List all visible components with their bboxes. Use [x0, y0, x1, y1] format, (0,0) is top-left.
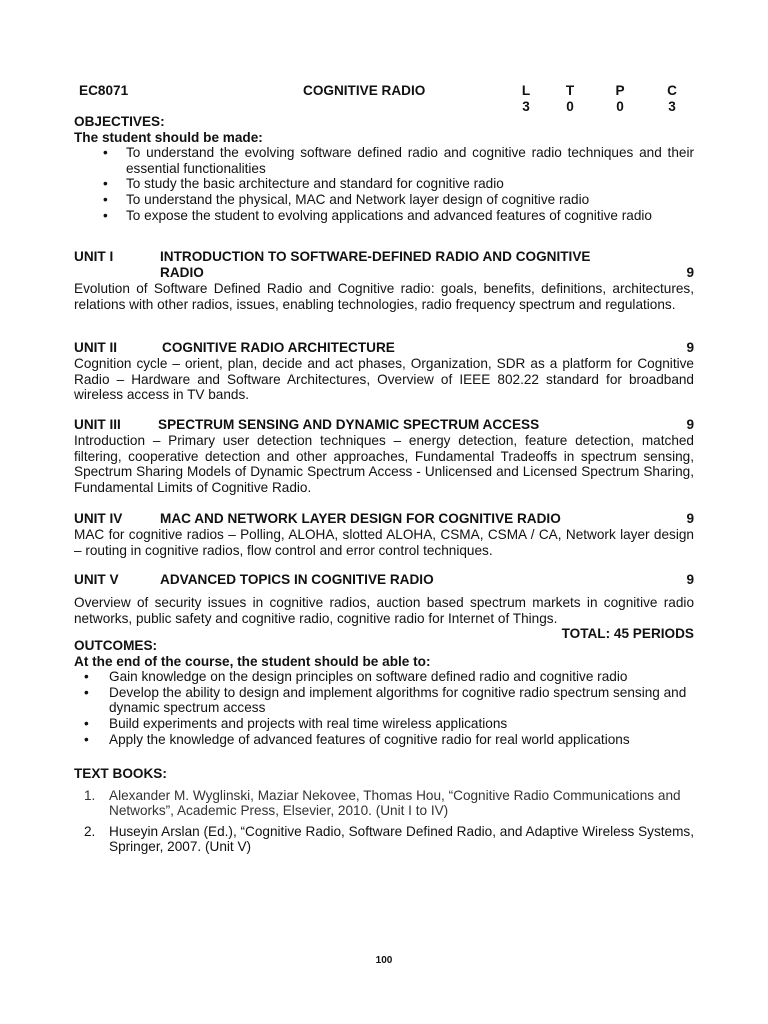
list-item	[74, 176, 694, 192]
unit-body: Introduction – Primary user detection techniques – energy detection, feature detection, matched filtering, cooperative detection and other approaches, Fundamental Tradeoffs in spectrum sensing, Spectrum Sharing Models of Dynamic Spectrum Access - Unlicensed and Licensed Spectrum Sharing, Fundamental Limits of Cognitive Radio.	[74, 433, 694, 495]
list-item	[74, 685, 694, 716]
unit-body: MAC for cognitive radios – Polling, ALOHA, slotted ALOHA, CSMA, CSMA / CA, Network layer design – routing in cognitive radios, flow control and error control techniques.	[74, 527, 694, 558]
textbook-text: Huseyin Arslan (Ed.), “Cognitive Radio, Software Defined Radio, and Adaptive Wireless Systems, Springer, 2007. (Unit V)	[109, 823, 694, 855]
objective-text: To understand the evolving software defined radio and cognitive radio techniques and their essential functionalities	[126, 145, 694, 176]
unit-heading-cont	[74, 265, 694, 281]
textbooks-list	[74, 788, 694, 855]
unit-number: UNIT III	[74, 417, 121, 432]
ltpc-value: 0	[566, 99, 574, 114]
unit-heading	[74, 572, 694, 588]
objectives-intro: The student should be made:	[74, 129, 263, 145]
textbooks-heading: TEXT BOOKS:	[74, 766, 167, 781]
unit-1	[74, 249, 694, 312]
total-periods: TOTAL: 45 PERIODS	[561, 626, 694, 642]
ltpc-label: L	[521, 83, 531, 98]
textbooks-section	[74, 766, 694, 860]
bullet-icon: •	[84, 715, 89, 731]
unit-title-cont: RADIO	[160, 265, 204, 280]
outcome-text: Apply the knowledge of advanced features of cognitive radio for real world applications	[109, 731, 630, 747]
unit-number: UNIT I	[74, 249, 114, 264]
ltpc-value: 3	[668, 99, 676, 114]
objective-text: To expose the student to evolving applications and advanced features of cognitive radio	[126, 207, 652, 223]
list-item	[74, 732, 694, 748]
unit-5	[74, 572, 694, 642]
bullet-icon: •	[84, 684, 89, 700]
ltpc-p	[613, 83, 627, 115]
unit-title: INTRODUCTION TO SOFTWARE-DEFINED RADIO AND COGNITIVE	[160, 249, 591, 264]
ltpc-l	[519, 83, 533, 115]
unit-body: Overview of security issues in cognitive radios, auction based spectrum markets in cognitive radio networks, public safety and cognitive radio, cognitive radio for Internet of Things.	[74, 595, 694, 626]
bullet-icon: •	[84, 731, 89, 747]
unit-body: Evolution of Software Defined Radio and Cognitive radio: goals, benefits, definitions, architectures, relations with other radios, issues, enabling technologies, radio frequency spectrum and regulations.	[74, 281, 694, 312]
unit-hours: 9	[686, 265, 694, 280]
list-item	[74, 669, 694, 685]
unit-title: SPECTRUM SENSING AND DYNAMIC SPECTRUM ACCESS	[158, 417, 540, 432]
item-number: 2.	[84, 823, 96, 839]
unit-number: UNIT V	[74, 572, 119, 587]
objectives-section	[74, 114, 694, 223]
unit-number: UNIT IV	[74, 511, 123, 526]
unit-heading	[74, 249, 694, 265]
unit-number: UNIT II	[74, 340, 118, 355]
unit-hours: 9	[686, 572, 694, 587]
unit-hours: 9	[686, 417, 694, 432]
outcome-text: Develop the ability to design and implement algorithms for cognitive radio spectrum sensing and dynamic spectrum access	[109, 684, 687, 716]
unit-title: COGNITIVE RADIO ARCHITECTURE	[162, 340, 395, 355]
item-number: 1.	[84, 787, 96, 803]
list-item	[74, 824, 694, 855]
outcomes-section	[74, 638, 694, 747]
unit-hours: 9	[686, 340, 694, 355]
ltpc-c	[665, 83, 679, 115]
outcome-text: Build experiments and projects with real time wireless applications	[109, 715, 508, 731]
textbook-text: Alexander M. Wyglinski, Maziar Nekovee, Thomas Hou, “Cognitive Radio Communications and Networks”, Academic Press, Elsevier, 2010. (Unit I to IV)	[109, 787, 681, 819]
page-number: 100	[375, 955, 393, 966]
objective-text: To study the basic architecture and standard for cognitive radio	[126, 176, 504, 192]
unit-title: MAC AND NETWORK LAYER DESIGN FOR COGNITIVE RADIO	[160, 511, 561, 526]
unit-4	[74, 511, 694, 558]
list-item	[74, 716, 694, 732]
ltpc-label: P	[615, 83, 625, 98]
outcomes-list	[74, 669, 694, 747]
list-item	[74, 192, 694, 208]
ltpc-t	[563, 83, 577, 115]
outcome-text: Gain knowledge on the design principles on software defined radio and cognitive radio	[109, 669, 628, 685]
bullet-icon: •	[84, 669, 89, 685]
list-item	[74, 145, 694, 176]
list-item	[74, 788, 694, 819]
unit-heading	[74, 511, 694, 527]
course-header	[79, 83, 699, 117]
objectives-list	[74, 145, 694, 223]
ltpc-label: T	[565, 83, 575, 98]
objectives-heading: OBJECTIVES:	[74, 114, 165, 129]
unit-heading	[74, 417, 694, 433]
ltpc-label: C	[667, 83, 677, 98]
bullet-icon: •	[103, 191, 108, 207]
ltpc-value: 3	[522, 99, 530, 114]
objective-text: To understand the physical, MAC and Network layer design of cognitive radio	[126, 191, 590, 207]
bullet-icon: •	[103, 207, 108, 223]
outcomes-intro: At the end of the course, the student should be able to:	[74, 653, 431, 669]
unit-title: ADVANCED TOPICS IN COGNITIVE RADIO	[160, 572, 434, 587]
unit-body: Cognition cycle – orient, plan, decide and act phases, Organization, SDR as a platform for Cognitive Radio – Hardware and Software Architectures, Overview of IEEE 802.22 standard for broadband wireless access in TV bands.	[74, 356, 694, 403]
outcomes-heading: OUTCOMES:	[74, 638, 158, 653]
course-title: COGNITIVE RADIO	[303, 83, 426, 98]
list-item	[74, 208, 694, 224]
ltpc-value: 0	[616, 99, 624, 114]
unit-heading	[74, 340, 694, 356]
bullet-icon: •	[103, 176, 108, 192]
course-code: EC8071	[79, 83, 129, 98]
bullet-icon: •	[103, 145, 108, 161]
unit-2	[74, 340, 694, 403]
unit-3	[74, 417, 694, 495]
unit-hours: 9	[686, 511, 694, 526]
